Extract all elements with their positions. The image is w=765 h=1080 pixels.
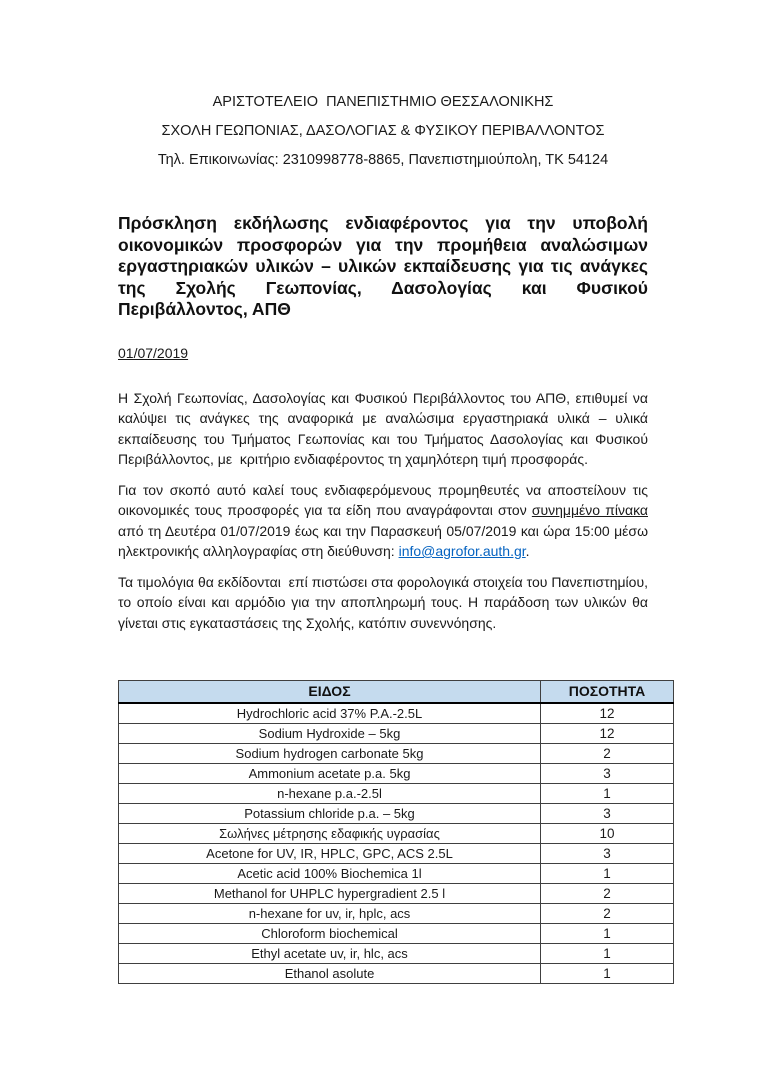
- quantity-cell: 3: [541, 844, 674, 864]
- quantity-cell: 2: [541, 884, 674, 904]
- letterhead: [118, 94, 648, 169]
- table-row: [119, 764, 674, 784]
- table-row: [119, 784, 674, 804]
- quantity-cell: 1: [541, 964, 674, 984]
- items-table: [118, 680, 674, 984]
- quantity-cell: 12: [541, 703, 674, 724]
- item-cell: Sodium Hydroxide – 5kg: [119, 724, 541, 744]
- quantity-cell: 3: [541, 804, 674, 824]
- table-row: [119, 844, 674, 864]
- item-cell: Potassium chloride p.a. – 5kg: [119, 804, 541, 824]
- school-name: ΣΧΟΛΗ ΓΕΩΠΟΝΙΑΣ, ΔΑΣΟΛΟΓΙΑΣ & ΦΥΣΙΚΟΥ ΠΕΡΙΒΑΛΛΟΝΤΟΣ: [161, 123, 605, 139]
- table-header-row: [119, 681, 674, 704]
- column-header-quantity: ΠΟΣΟΤΗΤΑ: [541, 681, 674, 704]
- quantity-cell: 1: [541, 784, 674, 804]
- item-cell: Ethyl acetate uv, ir, hlc, acs: [119, 944, 541, 964]
- quantity-cell: 2: [541, 744, 674, 764]
- table-row: [119, 824, 674, 844]
- table-row: [119, 904, 674, 924]
- paragraph-invoices: Τα τιμολόγια θα εκδίδονται επί πιστώσει στα φορολογικά στοιχεία του Πανεπιστημίου, το οποίο είναι και αρμόδιο για την αποπληρωμή τους. Η παράδοση των υλικών θα γίνεται στις εγκαταστάσεις της Σχολής, κατόπιν συνεννόησης.: [118, 573, 648, 631]
- column-header-item: ΕΙΔΟΣ: [119, 681, 541, 704]
- quantity-cell: 12: [541, 724, 674, 744]
- quantity-cell: 3: [541, 764, 674, 784]
- invitation-text-1: Για τον σκοπό αυτό καλεί τους ενδιαφερόμενους προμηθευτές να αποστείλουν τις οικονομικές τους προσφορές για τα είδη που αναγράφονται στον: [118, 481, 648, 518]
- item-cell: Acetic acid 100% Biochemica 1l: [119, 864, 541, 884]
- quantity-cell: 1: [541, 864, 674, 884]
- table-row: [119, 804, 674, 824]
- paragraph-intro: Η Σχολή Γεωπονίας, Δασολογίας και Φυσικού Περιβάλλοντος του ΑΠΘ, επιθυμεί να καλύψει τις ανάγκες της αναφορικά με αναλώσιμα εργαστηριακά υλικά – υλικά εκπαίδευσης του Τμήματος Γεωπονίας και του Τμήματος Δασολογίας και Φυσικού Περιβάλλοντος, με κριτήριο ενδιαφέροντος τη χαμηλότερη τιμή προσφοράς.: [118, 389, 648, 467]
- table-row: [119, 964, 674, 984]
- table-row: [119, 924, 674, 944]
- table-row: [119, 864, 674, 884]
- item-cell: Σωλήνες μέτρησης εδαφικής υγρασίας: [119, 824, 541, 844]
- invitation-text-3: .: [525, 543, 530, 559]
- quantity-cell: 1: [541, 924, 674, 944]
- email-link[interactable]: info@agrofor.auth.gr: [398, 543, 526, 559]
- document-title: Πρόσκληση εκδήλωσης ενδιαφέροντος για την υποβολή οικονομικών προσφορών για την προμήθεια αναλώσιμων εργαστηριακών υλικών – υλικών εκπαίδευσης για τις ανάγκες της Σχολής Γεωπονίας, Δασολογίας και Φυσικού Περιβάλλοντος, ΑΠΘ: [118, 213, 648, 319]
- attached-table-reference: συνημμένο πίνακα: [531, 502, 648, 518]
- contact-info: Τηλ. Επικοινωνίας: 2310998778-8865, Πανεπιστημιούπολη, ΤΚ 54124: [157, 152, 609, 168]
- item-cell: Acetone for UV, IR, HPLC, GPC, ACS 2.5L: [119, 844, 541, 864]
- quantity-cell: 2: [541, 904, 674, 924]
- document-date: 01/07/2019: [118, 344, 189, 361]
- item-cell: Hydrochloric acid 37% P.A.-2.5L: [119, 703, 541, 724]
- item-cell: Ethanol asolute: [119, 964, 541, 984]
- university-name: ΑΡΙΣΤΟΤΕΛΕΙΟ ΠΑΝΕΠΙΣΤΗΜΙΟ ΘΕΣΣΑΛΟΝΙΚΗΣ: [212, 94, 554, 110]
- item-cell: Chloroform biochemical: [119, 924, 541, 944]
- table-row: [119, 944, 674, 964]
- item-cell: Methanol for UHPLC hypergradient 2.5 l: [119, 884, 541, 904]
- item-cell: n-hexane p.a.-2.5l: [119, 784, 541, 804]
- invitation-text-2: από τη Δευτέρα 01/07/2019 έως και την Παρασκευή 05/07/2019 και ώρα 15:00 μέσω ηλεκτρονικής αλληλογραφίας στη διεύθυνση:: [118, 522, 648, 559]
- item-cell: n-hexane for uv, ir, hplc, acs: [119, 904, 541, 924]
- quantity-cell: 10: [541, 824, 674, 844]
- quantity-cell: 1: [541, 944, 674, 964]
- table-row: [119, 724, 674, 744]
- item-cell: Ammonium acetate p.a. 5kg: [119, 764, 541, 784]
- table-row: [119, 703, 674, 724]
- table-row: [119, 744, 674, 764]
- table-row: [119, 884, 674, 904]
- item-cell: Sodium hydrogen carbonate 5kg: [119, 744, 541, 764]
- paragraph-invitation: [118, 480, 648, 562]
